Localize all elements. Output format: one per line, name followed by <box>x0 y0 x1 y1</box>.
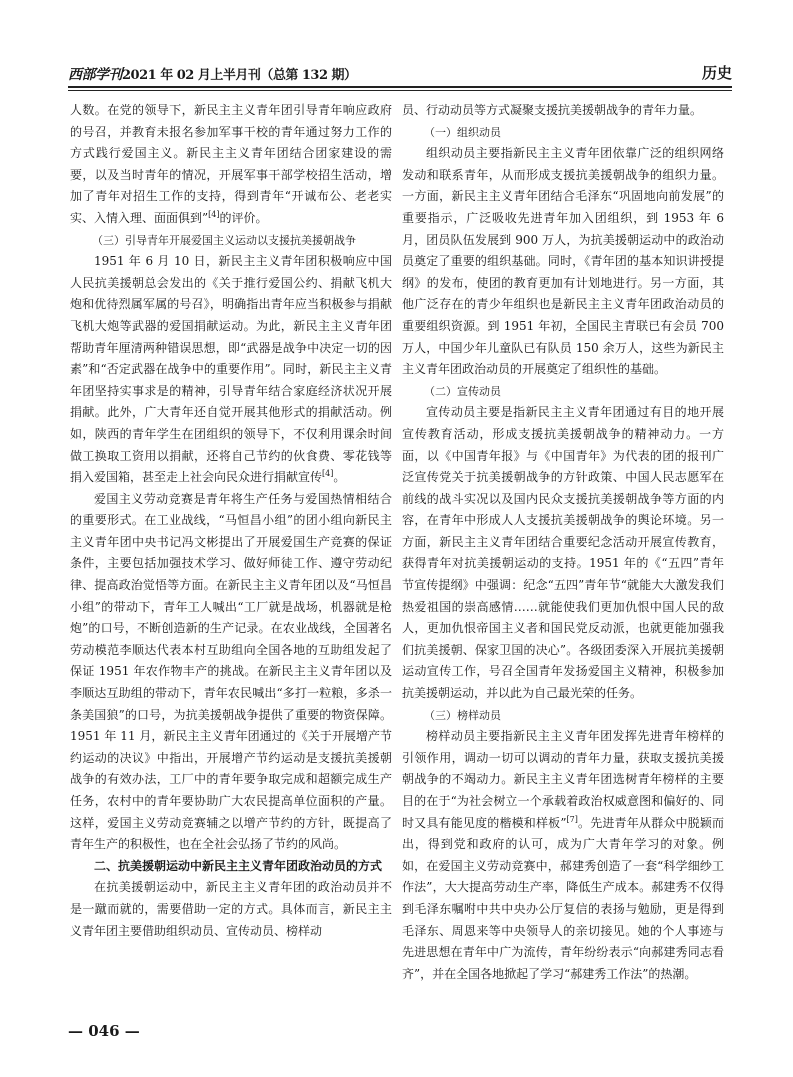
paragraph: 组织动员主要指新民主主义青年团依靠广泛的组织网络发动和联系青年，从而形成支援抗美援朝战争的组织力量。一方面，新民主主义青年团结合毛泽东“巩固地向前发展”的重要指示，广泛吸收先进青年加入团组织，到 1953 年 6 月，团员队伍发展到 900 万人，为抗美援朝运动中的政治动员奠定了重要的组织基础。同时，《青年团的基本知识讲授提纲》的发布，使团的教育更加有计划地进行。另一方面，其他广泛存在的青少年组织也是新民主主义青年团政治动员的重要组织资源。到 1951 年初，全国民主青联已有会员 700 万人，中国少年儿童队已有队员 150 余万人，这些为新民主主义青年团政治动员的开展奠定了组织性的基础。 <box>402 146 724 377</box>
paragraph: 1951 年 6 月 10 日，新民主主义青年团积极响应中国人民抗美援朝总会发出的《关于推行爱国公约、捐献飞机大炮和优待烈属军属的号召》，明确指出青年应当积极参与捐献飞机大炮等武器的爱国捐献运动。为此，新民主主义青年团帮助青年厘清两种错误思想，即“武器是战争中决定一切的因素”和“否定武器在战争中的重要作用”。同时，新民主主义青年团坚持实事求是的精神，引导青年结合家庭经济状况开展捐献。此外，广大青年还自觉开展其他形式的捐献活动。例如，陕西的青年学生在团组织的领导下，不仅利用课余时间做工换取工资用以捐献，还将自己节约的伙食费、零花钱等捐入爱国箱，甚至走上社会向民众进行捐献宣传[4]。 <box>70 254 392 485</box>
subheading: （三）榜样动员 <box>424 708 501 722</box>
subheading: （三）引导青年开展爱国主义运动以支援抗美援朝战争 <box>92 233 356 247</box>
citation-ref: [4] <box>208 209 220 219</box>
paragraph: 爱国主义劳动竞赛是青年将生产任务与爱国热情相结合的重要形式。在工业战线，“马恒昌小组”的团小组向新民主主义青年团中央书记冯文彬提出了开展爱国生产竞赛的保证条件，主要包括加强技术学习、做好师徒工作、遵守劳动纪律、提高政治觉悟等方面。在新民主主义青年团以及“马恒昌小组”的带动下，青年工人喊出“工厂就是战场，机器就是枪炮”的口号，不断创造新的生产记录。在农业战线，全国著名劳动模范李顺达代表本村互助组向全国各地的互助组发起了保证 1951 年农作物丰产的挑战。在新民主主义青年团以及李顺达互助组的带动下，青年农民喊出“多打一粒粮，多杀一条美国狼”的口号，为抗美援朝战争提供了重要的物资保障。1951 年 11 月，新民主主义青年团通过的《关于开展增产节约运动的决议》中指出，开展增产节约运动是支援抗美援朝战争的有效办法，工厂中的青年要争取完成和超额完成生产任务，农村中的青年要协助广大农民提高单位面积的产量。这样，爱国主义劳动竞赛辅之以增产节约的方针，既提高了青年生产的积极性，也在全社会弘扬了节约的风尚。 <box>70 491 392 852</box>
section-tag: 历史 <box>701 64 732 82</box>
section-heading: 二、抗美援朝运动中新民主主义青年团政治动员的方式 <box>94 858 383 873</box>
paragraph: 宣传动员主要是指新民主主义青年团通过有目的地开展宣传教育活动，形成支援抗美援朝战争的精神动力。一方面，以《中国青年报》与《中国青年》为代表的团的报刊广泛宣传党关于抗美援朝战争的方针政策、中国人民志愿军在前线的战斗实况以及国内民众支援抗美援朝战争等方面的内容，在青年中形成人人支援抗美援朝战争的舆论环境。另一方面，新民主主义青年团结合重要纪念活动开展宣传教育，获得青年对抗美援朝运动的支持。1951 年的《“五四”青年节宣传提纲》中强调：纪念“五四”青年节“就能大大激发我们热爱祖国的崇高感情……就能使我们更加仇恨中国人民的敌人，更加仇恨帝国主义者和国民党反动派，也就更能加强我们抗美援朝、保家卫国的决心”。各级团委深入开展抗美援朝运动宣传工作，号召全国青年发扬爱国主义精神，积极参加抗美援朝运动，并以此为自己最光荣的任务。 <box>402 405 724 701</box>
header-rule-thin <box>68 90 732 91</box>
citation-ref: [7] <box>566 814 578 824</box>
subheading: （一）组织动员 <box>424 125 501 139</box>
paragraph: 员、行动动员等方式凝聚支援抗美援朝战争的青年力量。 <box>402 103 703 117</box>
journal-logo: 西部学刊 <box>68 67 122 83</box>
issue-info: 2021 年 02 月上半月刊（总第 132 期） <box>122 68 357 83</box>
page-header <box>68 60 732 86</box>
paragraph: 人数。在党的领导下，新民主主义青年团引导青年响应政府的号召，并教育未报名参加军事干校的青年通过努力工作的方式践行爱国主义。新民主主义青年团结合团家建设的需要，以及当时青年的情况，开展军事干部学校招生活动，增加了青年对招生工作的支持，得到青年“开诚布公、老老实实、入情入理、面面俱到”[4]的评价。 <box>70 103 392 225</box>
paragraph: 榜样动员主要指新民主主义青年团发挥先进青年榜样的引领作用，调动一切可以调动的青年力量，获取支援抗美援朝战争的不竭动力。新民主主义青年团选树青年榜样的主要目的在于“为社会树立一个承载着政治权威意图和偏好的、同时又具有能见度的楷模和样板”[7]。先进青年从群众中脱颖而出，得到党和政府的认可，成为广大青年学习的对象。例如，在爱国主义劳动竞赛中，郝建秀创造了一套“科学细纱工作法”，大大提高劳动生产率，降低生产成本。郝建秀不仅得到毛泽东嘱咐中共中央办公厅复信的表扬与勉励，更是得到毛泽东、周恩来等中央领导人的亲切接见。她的个人事迹与先进思想在青年中广为流传，青年纷纷表示“向郝建秀同志看齐”，并在全国各地掀起了学习“郝建秀工作法”的热潮。 <box>402 729 724 981</box>
paragraph: 在抗美援朝运动中，新民主主义青年团的政治动员并不是一蹴而就的，需要借助一定的方式。具体而言，新民主主义青年团主要借助组织动员、宣传动员、榜样动 <box>70 880 392 938</box>
header-rule <box>68 86 732 88</box>
subheading: （二）宣传动员 <box>424 384 501 398</box>
right-column <box>402 100 724 985</box>
page-number: — 046 — <box>68 1022 140 1040</box>
left-column <box>70 100 392 942</box>
journal-info <box>68 64 357 84</box>
citation-ref: [4] <box>322 469 334 479</box>
